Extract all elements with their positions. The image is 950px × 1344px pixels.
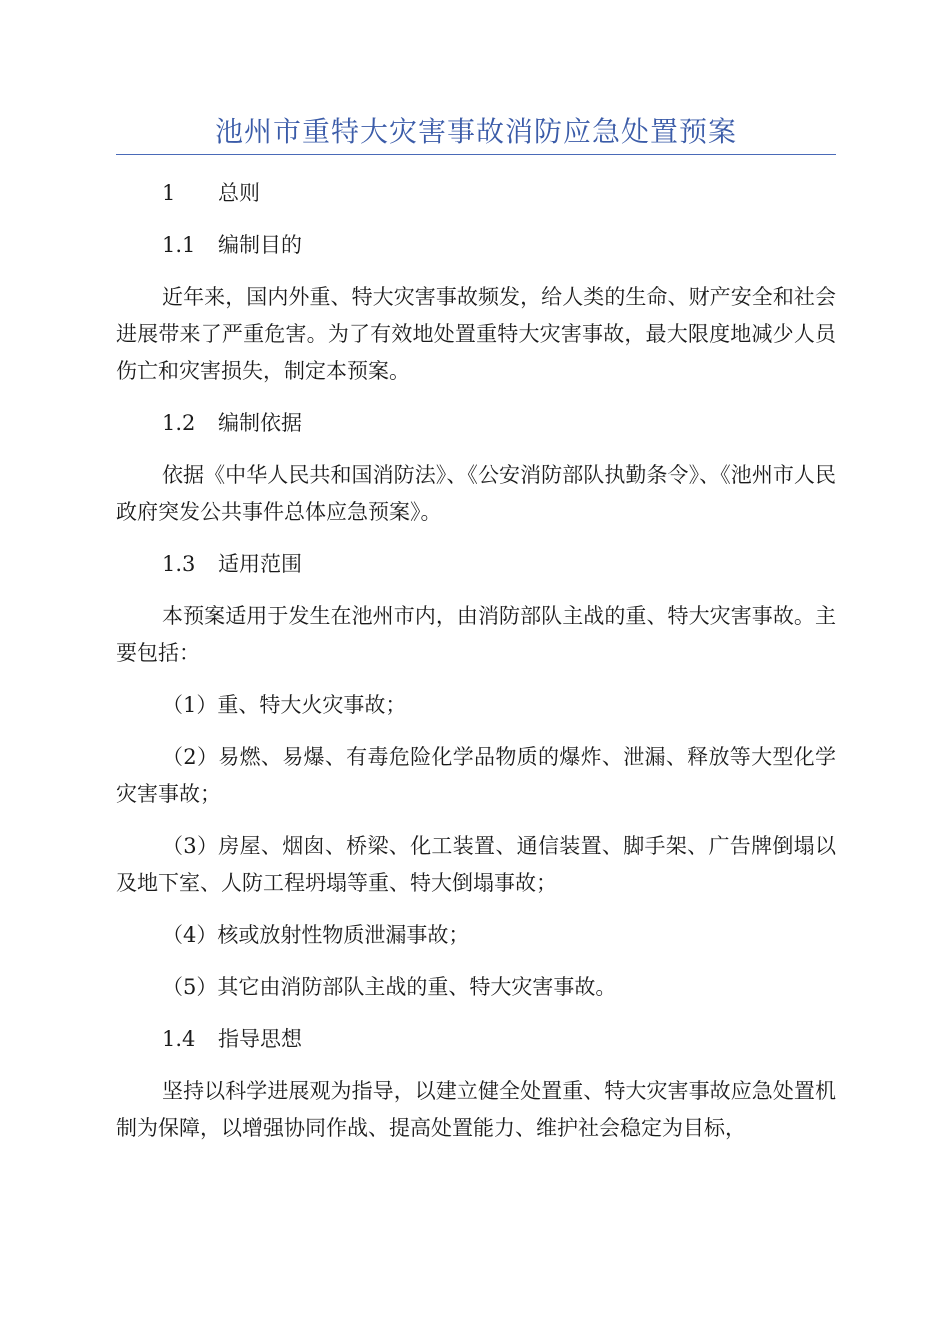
section-number: 1.1 [162,233,196,257]
document-body [116,175,836,1162]
paragraph-basis: 依据《中华人民共和国消防法》、《公安消防部队执勤条令》、《池州市人民政府突发公共事件总体应急预案》。 [116,463,836,524]
section-heading-1-1 [116,227,836,264]
section-title: 适用范围 [218,552,302,576]
section-title: 指导思想 [218,1027,302,1051]
section-heading-1-3 [116,546,836,583]
scope-item: （2）易燃、易爆、有毒危险化学品物质的爆炸、泄漏、释放等大型化学灾害事故； [116,745,836,806]
paragraph-purpose: 近年来，国内外重、特大灾害事故频发，给人类的生命、财产安全和社会进展带来了严重危害。为了有效地处置重特大灾害事故，最大限度地减少人员伤亡和灾害损失，制定本预案。 [116,285,836,383]
paragraph-scope-intro: 本预案适用于发生在池州市内，由消防部队主战的重、特大灾害事故。主要包括： [116,604,836,665]
paragraph-guiding: 坚持以科学进展观为指导，以建立健全处置重、特大灾害事故应急处置机制为保障，以增强协同作战、提高处置能力、维护社会稳定为目标， [116,1079,836,1140]
scope-item: （1）重、特大火灾事故； [162,693,407,717]
section-number: 1.4 [162,1027,196,1051]
section-heading-1-4 [116,1021,836,1058]
section-number: 1.2 [162,411,196,435]
section-number: 1.3 [162,552,196,576]
scope-item: （3）房屋、烟囱、桥梁、化工装置、通信装置、脚手架、广告牌倒塌以及地下室、人防工程坍塌等重、特大倒塌事故； [116,834,836,895]
scope-item: （5）其它由消防部队主战的重、特大灾害事故。 [162,975,617,999]
section-title: 总则 [218,181,260,205]
section-number: 1 [162,181,176,205]
section-heading-1 [116,175,836,212]
title-underline [116,154,836,155]
section-title: 编制目的 [218,233,302,257]
section-title: 编制依据 [218,411,302,435]
document-title: 池州市重特大灾害事故消防应急处置预案 [214,115,737,148]
scope-item: （4）核或放射性物质泄漏事故； [162,923,470,947]
section-heading-1-2 [116,405,836,442]
